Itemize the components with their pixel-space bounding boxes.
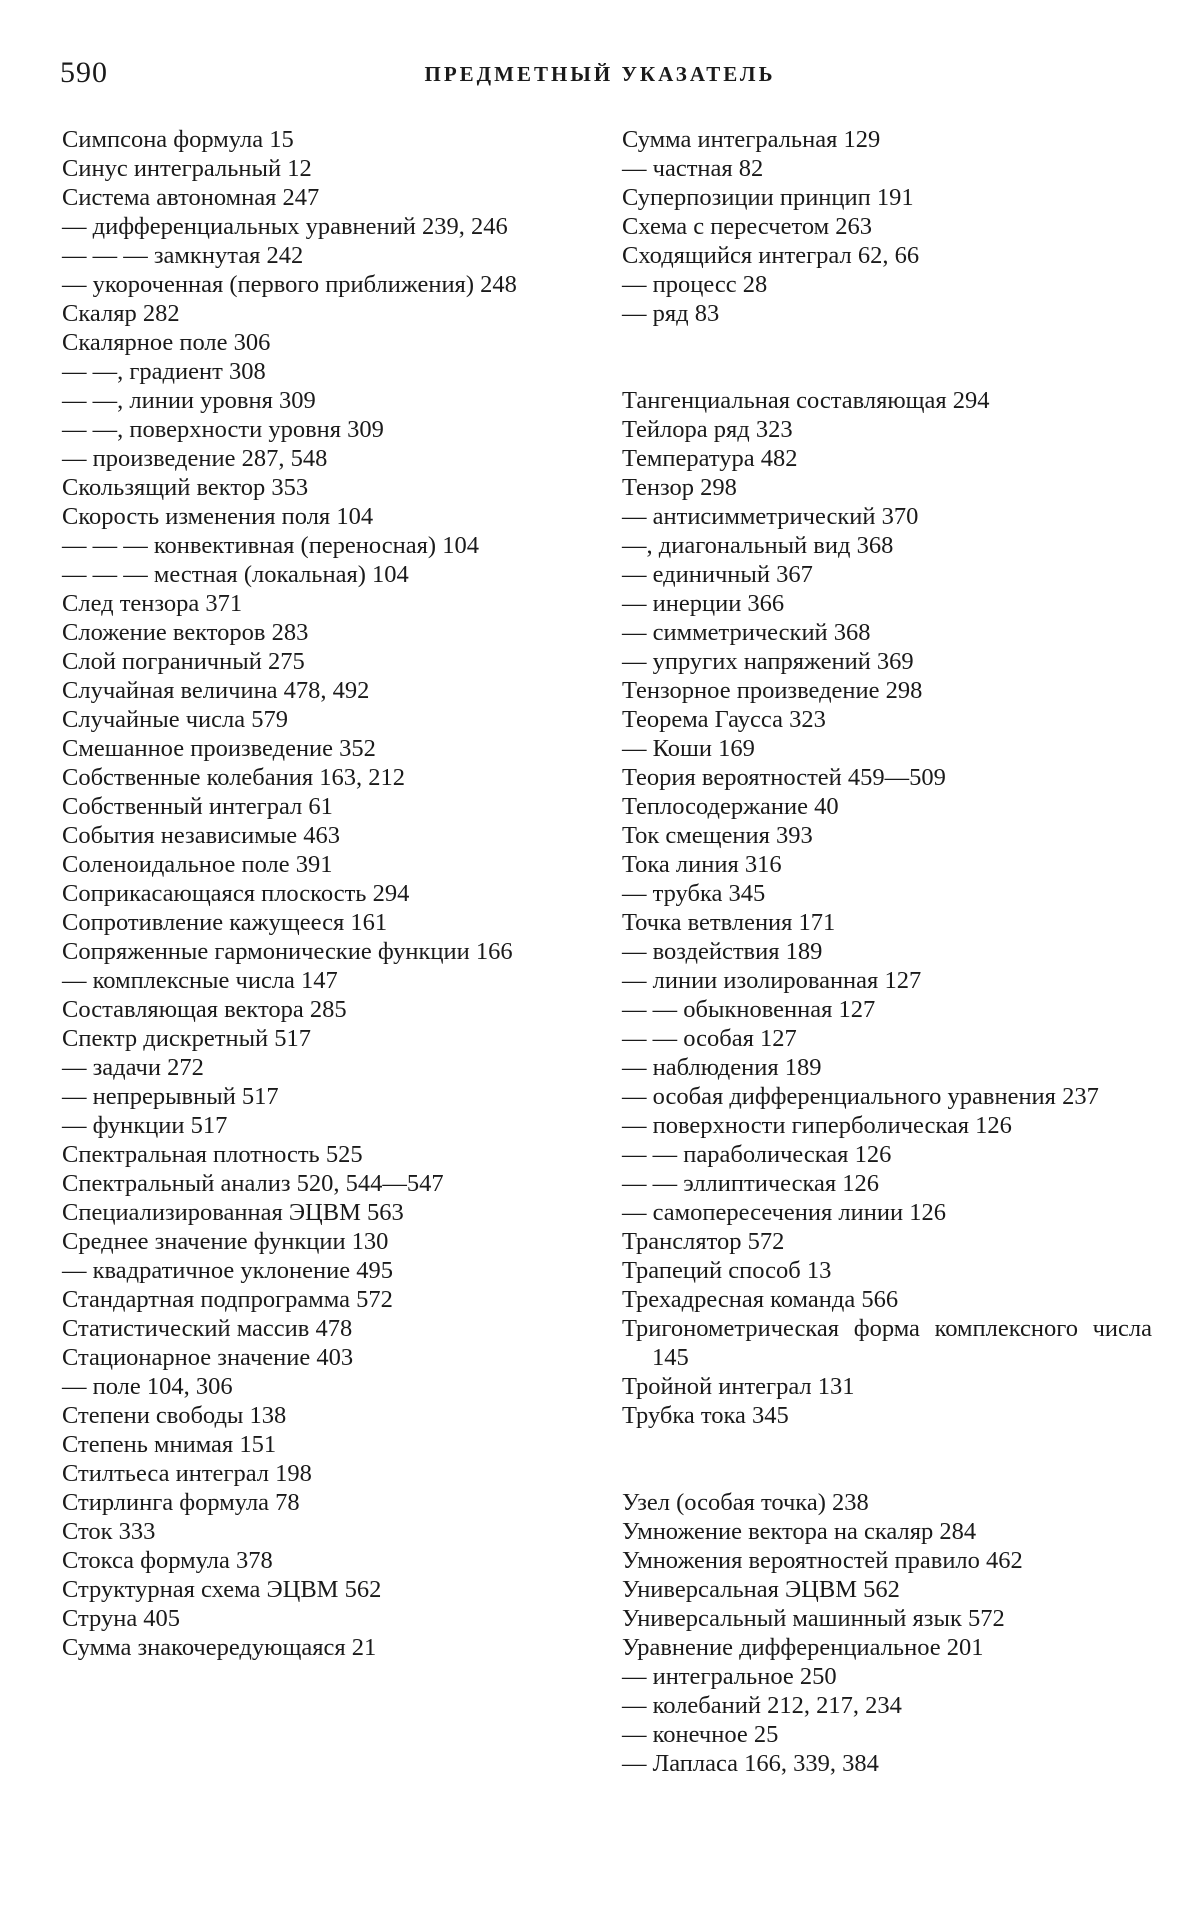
index-entry: —, диагональный вид 368	[622, 532, 894, 559]
index-entry: Тока линия 316	[622, 851, 782, 878]
index-entry: — — — замкнутая 242	[62, 242, 304, 269]
index-entry: Тейлора ряд 323	[622, 416, 793, 443]
index-entry: Статистический массив 478	[62, 1315, 353, 1342]
running-head: ПРЕДМЕТНЫЙ УКАЗАТЕЛЬ	[424, 62, 776, 86]
index-entry: — — — местная (локальная) 104	[62, 561, 409, 588]
index-entry: Стокса формула 378	[62, 1547, 273, 1574]
index-entry: — частная 82	[622, 155, 764, 182]
index-entry: Синус интегральный 12	[62, 155, 312, 182]
index-entry: — непрерывный 517	[62, 1083, 279, 1110]
index-entry: — —, градиент 308	[62, 358, 266, 385]
index-entry: Трубка тока 345	[622, 1402, 789, 1429]
index-entry: Ток смещения 393	[622, 822, 813, 849]
index-entry: Скорость изменения поля 104	[62, 503, 374, 530]
index-entry: — трубка 345	[622, 880, 766, 907]
index-entry: Узел (особая точка) 238	[622, 1489, 869, 1516]
index-entry: — задачи 272	[62, 1054, 204, 1081]
index-entry: Универсальный машинный язык 572	[622, 1605, 1005, 1632]
index-entry: — антисимметрический 370	[622, 503, 919, 530]
index-entry: Сопряженные гармонические функции 166	[62, 938, 513, 965]
index-entry: — воздействия 189	[622, 938, 823, 965]
index-entry: — поверхности гиперболическая 126	[622, 1112, 1012, 1139]
index-entry: Сходящийся интеграл 62, 66	[622, 242, 920, 269]
index-entry: Случайные числа 579	[62, 706, 288, 733]
index-entry: Сложение векторов 283	[62, 619, 309, 646]
index-entry: — поле 104, 306	[62, 1373, 233, 1400]
index-entry: Скалярное поле 306	[62, 329, 271, 356]
index-entry: След тензора 371	[62, 590, 243, 617]
index-entry: Суперпозиции принцип 191	[622, 184, 914, 211]
index-entry: Спектральная плотность 525	[62, 1141, 363, 1168]
index-entry: Специализированная ЭЦВМ 563	[62, 1199, 404, 1226]
index-entry: Стирлинга формула 78	[62, 1489, 300, 1516]
letter-group-separator	[622, 328, 1152, 386]
index-entry: Система автономная 247	[62, 184, 320, 211]
index-entry: — конечное 25	[622, 1721, 779, 1748]
index-entry: Соприкасающаяся плоскость 294	[62, 880, 410, 907]
index-entry: Сумма интегральная 129	[622, 126, 881, 153]
index-entry: — — обыкновенная 127	[622, 996, 876, 1023]
index-entry: Составляющая вектора 285	[62, 996, 347, 1023]
index-entry: — инерции 366	[622, 590, 785, 617]
index-entry: — процесс 28	[622, 271, 768, 298]
index-entry: Тройной интеграл 131	[622, 1373, 855, 1400]
index-entry: — комплексные числа 147	[62, 967, 338, 994]
index-entry: — — эллиптическая 126	[622, 1170, 880, 1197]
index-entry: — — параболическая 126	[622, 1141, 892, 1168]
index-entry: Теорема Гаусса 323	[622, 706, 826, 733]
index-entry: — симметрический 368	[622, 619, 871, 646]
index-entry: Умножения вероятностей правило 462	[622, 1547, 1023, 1574]
index-entry: Слой пограничный 275	[62, 648, 305, 675]
index-entry: Теория вероятностей 459—509	[622, 764, 946, 791]
index-entry: — ряд 83	[622, 300, 720, 327]
index-entry: Уравнение дифференциальное 201	[622, 1634, 984, 1661]
index-entry: — единичный 367	[622, 561, 813, 588]
index-entry: Трапеций способ 13	[622, 1257, 832, 1284]
index-entry: Скользящий вектор 353	[62, 474, 309, 501]
index-entry: Струна 405	[62, 1605, 181, 1632]
index-entry: — — особая 127	[622, 1025, 797, 1052]
index-entry: Среднее значение функции 130	[62, 1228, 389, 1255]
index-entry: — —, линии уровня 309	[62, 387, 316, 414]
index-entry: — укороченная (первого приближения) 248	[62, 271, 517, 298]
index-entry: Транслятор 572	[622, 1228, 785, 1255]
index-entry: Спектр дискретный 517	[62, 1025, 312, 1052]
right-column	[622, 125, 1152, 1778]
index-entry: — самопересечения линии 126	[622, 1199, 946, 1226]
index-entry: Собственный интеграл 61	[62, 793, 333, 820]
index-entry: Спектральный анализ 520, 544—547	[62, 1170, 444, 1197]
index-entry: Универсальная ЭЦВМ 562	[622, 1576, 900, 1603]
letter-group-separator	[622, 1430, 1152, 1488]
index-entry: — линии изолированная 127	[622, 967, 922, 994]
index-entry: Схема с пересчетом 263	[622, 213, 873, 240]
index-entry: Степени свободы 138	[62, 1402, 287, 1429]
index-entry: Степень мнимая 151	[62, 1431, 277, 1458]
index-entry: Симпсона формула 15	[62, 126, 294, 153]
index-entry: — —, поверхности уровня 309	[62, 416, 384, 443]
index-entry: Стандартная подпрограмма 572	[62, 1286, 393, 1313]
index-entry: — интегральное 250	[622, 1663, 837, 1690]
index-entry: Соленоидальное поле 391	[62, 851, 333, 878]
index-entry: — функции 517	[62, 1112, 228, 1139]
index-entry: — особая дифференциального уравнения 237	[622, 1083, 1099, 1110]
index-entry: Сумма знакочередующаяся 21	[62, 1634, 377, 1661]
index-entry: Случайная величина 478, 492	[62, 677, 370, 704]
index-entry: Сопротивление кажущееся 161	[62, 909, 388, 936]
index-entry: — Лапласа 166, 339, 384	[622, 1750, 879, 1777]
index-entry: — Коши 169	[622, 735, 755, 762]
index-entry: Собственные колебания 163, 212	[62, 764, 406, 791]
index-entry: — произведение 287, 548	[62, 445, 328, 472]
index-entry: Стационарное значение 403	[62, 1344, 354, 1371]
index-entry: Точка ветвления 171	[622, 909, 836, 936]
index-entry: — колебаний 212, 217, 234	[622, 1692, 902, 1719]
index-entry: Сток 333	[62, 1518, 156, 1545]
left-column	[62, 125, 590, 1662]
index-entry: Тригонометрическая форма комплексного числа 145	[622, 1315, 1152, 1371]
page-number: 590	[60, 56, 108, 89]
index-entry: Стилтьеса интеграл 198	[62, 1460, 312, 1487]
index-entry: — упругих напряжений 369	[622, 648, 914, 675]
index-entry: События независимые 463	[62, 822, 340, 849]
index-entry: Трехадресная команда 566	[622, 1286, 899, 1313]
index-entry: — квадратичное уклонение 495	[62, 1257, 393, 1284]
index-entry: Скаляр 282	[62, 300, 180, 327]
index-entry: Умножение вектора на скаляр 284	[622, 1518, 977, 1545]
index-entry: Тензорное произведение 298	[622, 677, 923, 704]
index-entry: Структурная схема ЭЦВМ 562	[62, 1576, 382, 1603]
index-entry: Теплосодержание 40	[622, 793, 839, 820]
index-entry: Смешанное произведение 352	[62, 735, 376, 762]
index-entry: Температура 482	[622, 445, 798, 472]
index-entry: Тангенциальная составляющая 294	[622, 387, 990, 414]
index-entry: — — — конвективная (переносная) 104	[62, 532, 479, 559]
index-entry: Тензор 298	[622, 474, 737, 501]
index-entry: — наблюдения 189	[622, 1054, 822, 1081]
index-entry: — дифференциальных уравнений 239, 246	[62, 213, 508, 240]
